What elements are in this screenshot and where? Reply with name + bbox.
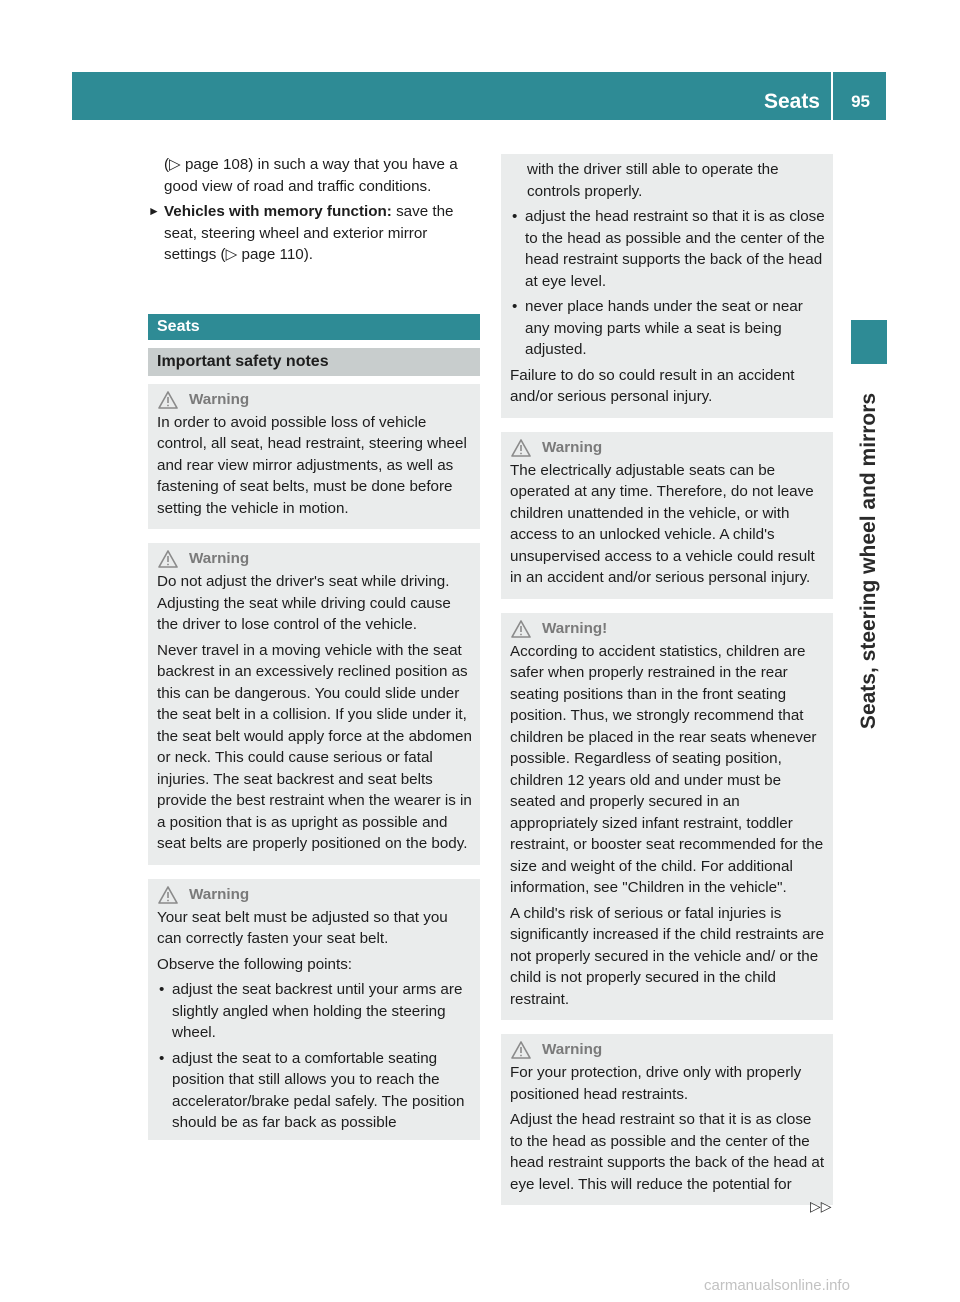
page-header <box>72 72 886 120</box>
warning-triangle-icon <box>158 391 178 409</box>
warning-box <box>148 879 480 1140</box>
header-divider <box>831 72 833 120</box>
warning-paragraph: Observe the following points: <box>157 955 353 973</box>
list-item: • adjust the seat backrest until your arms are slightly angled when holding the steering wheel. <box>157 979 472 1044</box>
warning-triangle-icon <box>158 886 178 904</box>
warning-paragraph: Never travel in a moving vehicle with the seat backrest in an excessively reclined position as this can be dangerous. You could slide under the seat belt in a collision. If you slide under it, the seat belt would apply force at the abdomen or neck. This could cause serious or fatal injuries. The seat backrest and seat belts provide the best restraint when the wearer is in a position that is as upright as possible and seat belts are properly positioned on the body. <box>157 641 472 852</box>
warning-triangle-icon <box>158 550 178 568</box>
warning-box <box>501 1034 833 1205</box>
header-title: Seats <box>763 90 820 113</box>
side-tab <box>851 366 887 756</box>
warning-paragraph: Do not adjust the driver's seat while driving. Adjusting the seat while driving could cause the driver to lose control of the vehicle. <box>157 573 451 633</box>
page-number: 95 <box>851 92 870 111</box>
warning-paragraph: For your protection, drive only with properly positioned head restraints. <box>510 1064 802 1103</box>
warning-box <box>501 613 833 1021</box>
warning-box <box>501 432 833 599</box>
warning-title: Warning <box>157 883 472 907</box>
warning-paragraph: Adjust the head restraint so that it is as close to the head as possible and the center of the head restraint supports the back of the head at eye level. This will reduce the potential for <box>510 1111 825 1193</box>
continued-text: with the driver still able to operate the controls properly. <box>527 161 779 200</box>
section-heading: Seats <box>148 314 480 340</box>
warning-box <box>148 384 480 530</box>
warning-triangle-icon <box>511 620 531 638</box>
subsection-heading: Important safety notes <box>148 348 480 376</box>
warning-title: Warning <box>157 388 472 412</box>
step-text: save the seat, steering wheel and exterior mirror settings (▷ page 110). <box>164 203 454 263</box>
continued-marker: ▷▷ <box>810 1198 832 1214</box>
warning-paragraph: According to accident statistics, children are safer when properly restrained in the rear seating positions than in the front seating position. Thus, we strongly recommend that children be placed in the rear seats whenever possible. Regardless of seating position, children 12 years old and under must be seated and properly secured in an appropriately sized infant restraint, toddler restraint, or booster seat recommended for the size and weight of the child. For additional information, see "Children in the vehicle". <box>510 642 824 896</box>
warning-triangle-icon <box>511 1041 531 1059</box>
step-arrow-icon: ► <box>148 204 160 218</box>
warning-title: Warning <box>510 1038 825 1062</box>
continued-text: Failure to do so could result in an accident and/or serious personal injury. <box>510 366 795 405</box>
warning-continued-box <box>501 154 833 418</box>
list-item: • never place hands under the seat or near any moving parts while a seat is being adjusted. <box>510 296 825 361</box>
step-memory-function <box>148 201 480 266</box>
left-column <box>148 154 480 1154</box>
warning-paragraph: Your seat belt must be adjusted so that you can correctly fasten your seat belt. <box>157 908 448 947</box>
watermark: carmanualsonline.info <box>704 1277 850 1294</box>
warning-paragraph: In order to avoid possible loss of vehicle control, all seat, head restraint, steering wheel and rear view mirror adjustments, as well as fastening of seat belts, must be done before setting the vehicle in motion. <box>157 413 467 517</box>
warning-box <box>148 543 480 865</box>
list-item: • adjust the head restraint so that it is as close to the head as possible and the center of the head restraint supports the back of the head at eye level. <box>510 206 825 292</box>
warning-paragraph: A child's risk of serious or fatal injuries is significantly increased if the child restraints are not properly secured in the vehicle and/ or the child is not properly secured in the child restraint. <box>510 904 825 1008</box>
warning-paragraph: The electrically adjustable seats can be operated at any time. Therefore, do not leave children unattended in the vehicle, or with access to an unlocked vehicle. A child's unsupervised access to a vehicle could result in an accident and/or serious personal injury. <box>510 461 815 586</box>
intro-text: (▷ page 108) in such a way that you have a good view of road and traffic conditions. <box>164 156 458 195</box>
warning-title: Warning <box>510 436 825 460</box>
list-item: • adjust the seat to a comfortable seating position that still allows you to reach the accelerator/brake pedal safely. The position should be as far back as possible <box>157 1048 472 1134</box>
warning-title: Warning! <box>510 617 825 641</box>
warning-triangle-icon <box>511 439 531 457</box>
side-tab-marker <box>851 320 887 364</box>
right-column <box>501 154 833 1219</box>
step-bold-label: Vehicles with memory function: <box>164 203 392 220</box>
warning-title: Warning <box>157 547 472 571</box>
side-tab-label: Seats, steering wheel and mirrors <box>857 392 880 730</box>
